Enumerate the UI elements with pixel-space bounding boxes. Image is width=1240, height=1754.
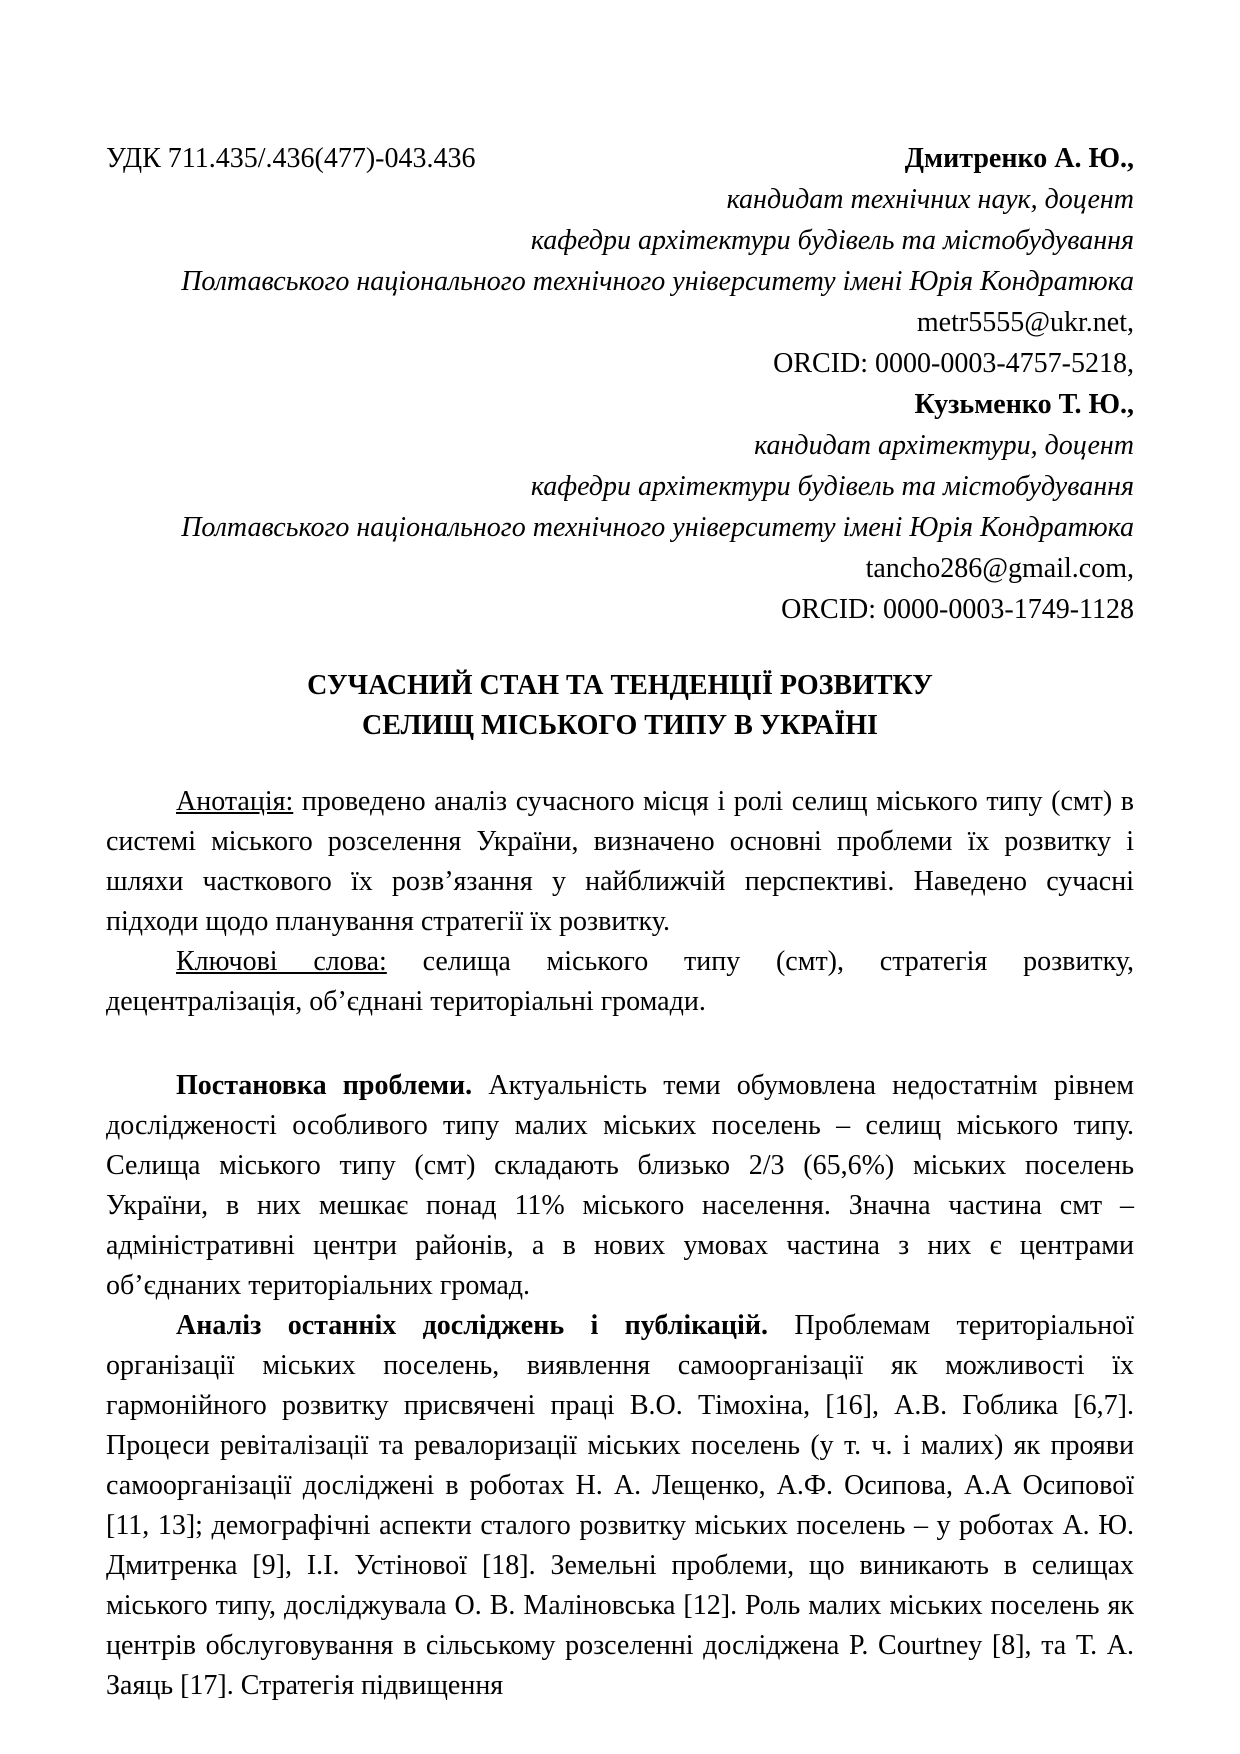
author-1-university: Полтавського національного технічного університету імені Юрія Кондратюка (181, 266, 1134, 297)
author-2-orcid: ORCID: 0000-0003-1749-1128 (781, 594, 1134, 625)
section-analysis-heading: Аналіз останніх досліджень і публікацій. (176, 1310, 768, 1341)
keywords-text: селища міського типу (смт), стратегія розвитку, децентралізація, об’єднані територіальні громади. (106, 946, 1134, 1017)
author-2-department: кафедри архітектури будівель та містобудування (530, 471, 1134, 502)
paper-title-line-2: СЕЛИЩ МІСЬКОГО ТИПУ В УКРАЇНІ (362, 710, 878, 741)
section-analysis-paragraph (106, 1306, 1134, 1706)
keywords-label: Ключові слова: (176, 946, 387, 977)
abstract-text: проведено аналіз сучасного місця і ролі селищ міського типу (смт) в системі міського розселення України, визначено основні проблеми їх розвитку і шляхи часткового їх розв’язання у найближчій перспективі. Наведено сучасні підходи щодо планування стратегії їх розвитку. (106, 786, 1134, 937)
author-2-degree: кандидат архітектури, доцент (754, 430, 1134, 461)
author-1-orcid: ORCID: 0000-0003-4757-5218, (773, 348, 1134, 379)
author-1-name: Дмитренко А. Ю., (904, 143, 1134, 174)
author-2-email: tancho286@gmail.com, (865, 553, 1134, 584)
section-problem-text: Актуальність теми обумовлена недостатнім рівнем дослідженості особливого типу малих міських поселень – селищ міського типу. Селища міського типу (смт) складають близько 2/3 (65,6%) міських поселень України, в них мешкає понад 11% міського населення. Значна частина смт – адміністративні центри районів, а в нових умовах частина з них є центрами об’єднаних територіальних громад. (106, 1070, 1134, 1301)
abstract-label: Анотація: (176, 786, 294, 817)
section-problem-paragraph (106, 1066, 1134, 1306)
udc-author-row (106, 138, 1134, 179)
author-2-university: Полтавського національного технічного університету імені Юрія Кондратюка (181, 512, 1134, 543)
author-1-email: metr5555@ukr.net, (916, 307, 1134, 338)
paper-title-line-1: СУЧАСНИЙ СТАН ТА ТЕНДЕНЦІЇ РОЗВИТКУ (307, 670, 933, 701)
keywords-paragraph (106, 942, 1134, 1022)
abstract-paragraph (106, 782, 1134, 942)
author-2-name: Кузьменко Т. Ю., (914, 389, 1134, 420)
author-1-department: кафедри архітектури будівель та містобудування (530, 225, 1134, 256)
paper-title (106, 666, 1134, 746)
section-analysis-text: Проблемам територіальної організації міських поселень, виявлення самоорганізації як можливості їх гармонійного розвитку присвячені праці В.О. Тімохіна, [16], А.В. Гоблика [6,7]. Процеси ревіталізації та ревалоризації міських поселень (у т. ч. і малих) як прояви самоорганізації досліджені в роботах Н. А. Лещенко, А.Ф. Осипова, А.А Осипової [11, 13]; демографічні аспекти сталого розвитку міських поселень – у роботах А. Ю. Дмитренка [9], І.І. Устінової [18]. Земельні проблеми, що виникають в селищах міського типу, досліджувала О. В. Маліновська [12]. Роль малих міських поселень як центрів обслуговування в сільському розселенні досліджена P. Courtney [8], та Т. А. Заяць [17]. Стратегія підвищення (106, 1310, 1134, 1701)
udc-number: УДК 711.435/.436(477)-043.436 (106, 143, 476, 174)
section-problem-heading: Постановка проблеми. (176, 1070, 473, 1101)
author-1-degree: кандидат технічних наук, доцент (726, 184, 1134, 215)
